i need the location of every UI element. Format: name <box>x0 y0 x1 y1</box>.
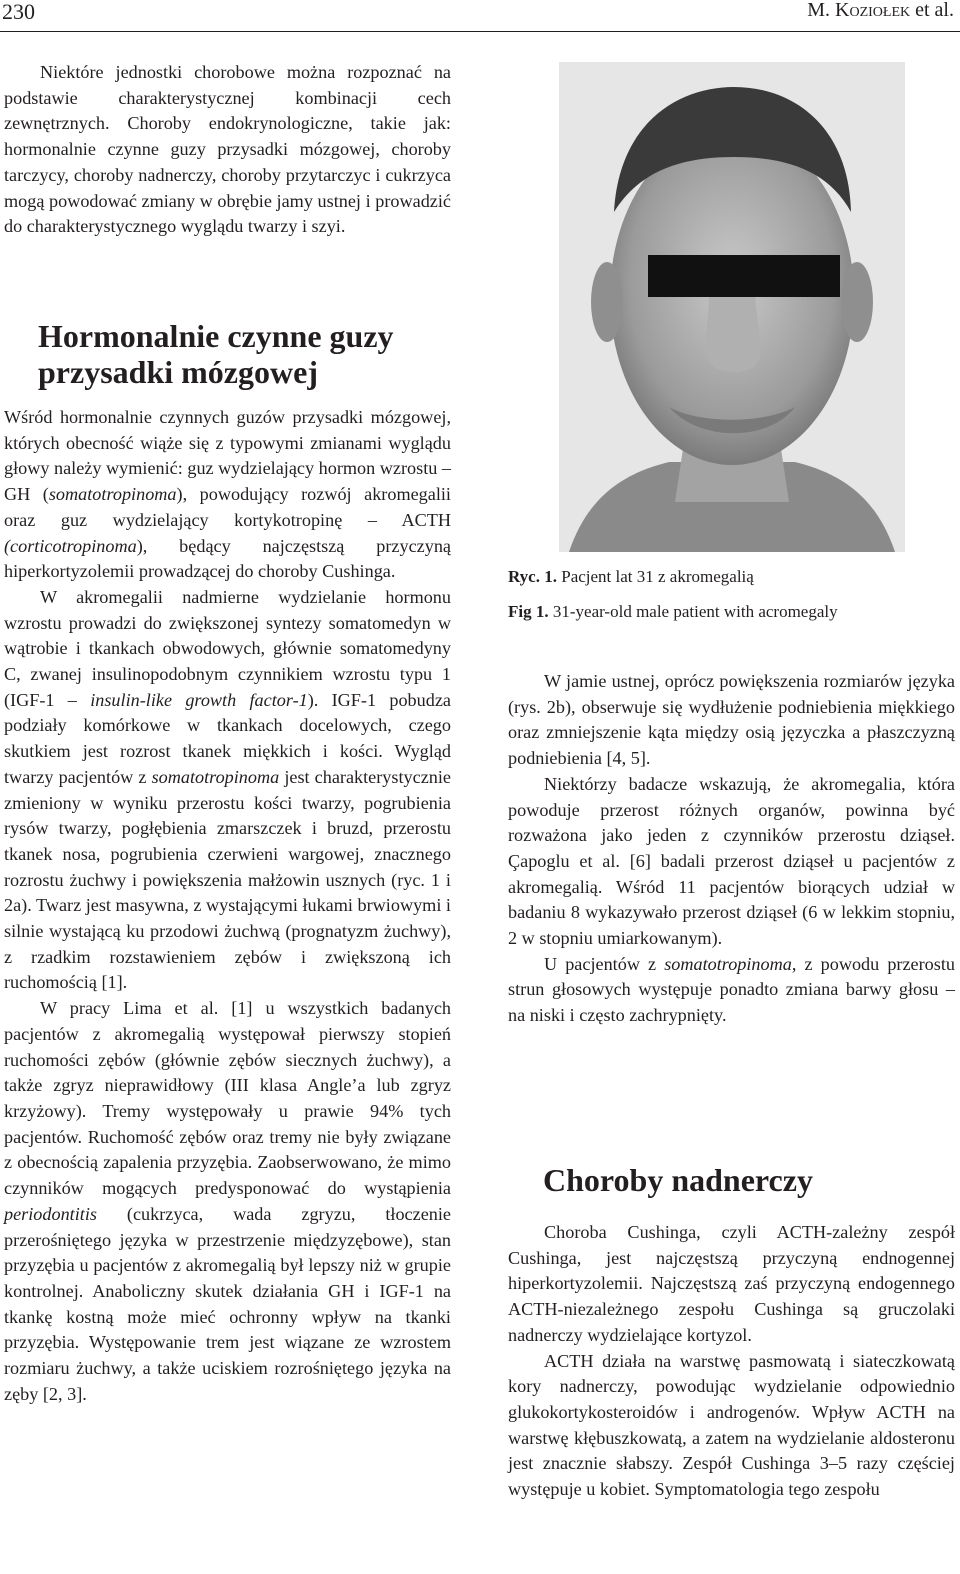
pituitary-section <box>4 405 451 1407</box>
patient-photo <box>559 62 905 552</box>
eye-censor-bar <box>648 255 840 297</box>
running-head: M. Koziołek et al. <box>807 0 954 21</box>
figure-caption-pl: Ryc. 1. Pacjent lat 31 z akromegalią <box>508 567 754 586</box>
body-paragraph: W akromegalii nadmierne wydzielanie hormonu wzrostu prowadzi do zwiększonej syntezy somatomedyn w wątrobie i tkankach obwodowych, głównie somatomedyny C, zwanej insulinopodobnym czynnikiem wzrostu typu 1 (IGF-1 – insulin-like growth factor-1). IGF-1 pobudza podziały komórkowe w tkankach docelowych, czego skutkiem jest rozrost tkanek miękkich i kości. Wygląd twarzy pacjentów z somatotropinoma jest charakterystycznie zmieniony w wyniku przerostu kości twarzy, pogrubienia rysów twarzy, pogłębienia zmarszczek i bruzd, przerostu tkanek nosa, pogrubienia czerwieni wargowej, znacznego rozrostu żuchwy i powiększenia małżowin usznych (ryc. 1 i 2a). Twarz jest masywna, z wystającymi łukami brwiowymi i silnie wystającą ku przodowi żuchwą (prognatyzm żuchwy), z rzadkim rozstawieniem zębów i zwiększoną ich ruchomością [1]. <box>4 586 451 993</box>
body-paragraph: Niektórzy badacze wskazują, że akromegalia, która powoduje przerost różnych organów, powinna być rozważona jako jeden z czynników przerostu dziąseł. Çapoglu et al. [6] badali przerost dziąseł u pacjentów z akromegalią. Wśród 11 pacjentów biorących udział w badaniu 8 wykazywało przerost dziąseł (6 w lekkim stopniu, 2 w stopniu umiarkowanym). <box>508 773 955 949</box>
page-header <box>0 0 960 34</box>
section-heading-adrenal: Choroby nadnerczy <box>543 1162 813 1198</box>
page-number: 230 <box>2 0 35 24</box>
body-paragraph: U pacjentów z somatotropinoma, z powodu przerostu strun głosowych występuje ponadto zmiana barwy głosu – na niski i często zachrypnięty. <box>508 953 955 1026</box>
intro-paragraph: Niektóre jednostki chorobowe można rozpoznać na podstawie charakterystycznej kombinacji cech zewnętrznych. Choroby endokrynologiczne, takie jak: hormonalnie czynne guzy przysadki mózgowej, choroby tarczycy, choroby nadnerczy, choroby przytarczyc i cukrzyca mogą powodować zmiany w obrębie jamy ustnej i prowadzić do charakterystycznego wyglądu twarzy i szyi. <box>4 62 451 237</box>
intro-section <box>4 60 451 240</box>
oral-findings-section <box>508 669 955 1029</box>
body-paragraph: W jamie ustnej, oprócz powiększenia rozmiarów języka (rys. 2b), obserwuje się wydłużenie podniebienia miękkiego oraz zmniejszenie kąta między osią języczka a płaszczyzną podniebienia [4, 5]. <box>508 671 955 769</box>
figure-caption-en: Fig 1. 31-year-old male patient with acromegaly <box>508 602 838 621</box>
body-paragraph: W pracy Lima et al. [1] u wszystkich badanych pacjentów z akromegalią występował pierwszy stopień ruchomości zębów (głównie zębów siecznych żuchwy), a także zgryz nieprawidłowy (III klasa Angle’a lub zgryz krzyżowy). Tremy występowały u prawie 94% tych pacjentów. Ruchomość zębów oraz tremy nie były związane z obecnością zapalenia przyzębia. Zaobserwowano, że mimo czynników mogących predysponować do wystąpienia periodontitis (cukrzyca, wada zgryzu, tłoczenie przerośniętego języka w przestrzenie międzyzębowe), stan przyzębia u pacjentów z akromegalią był lepszy niż w grupie kontrolnej. Anaboliczny skutek działania GH i IGF-1 na tkankę kostną może mieć ochronny wpływ na tkanki przyzębia. Występowanie trem jest wiązane ze wzrostem rozmiaru żuchwy, a także uciskiem rozrośniętego języka na zęby [2, 3]. <box>4 998 451 1404</box>
adrenal-section <box>508 1220 955 1503</box>
body-paragraph: Choroba Cushinga, czyli ACTH-zależny zespół Cushinga, jest najczęstszą przyczyną endnogennej hiperkortyzolemii. Najczęstszą zaś przyczyną endogennego ACTH-niezależnego zespołu Cushinga są gruczolaki nadnerczy wydzielające kortyzol. <box>508 1222 955 1345</box>
section-heading-pituitary: Hormonalnie czynne guzy przysadki mózgowej <box>38 318 394 390</box>
body-paragraph: Wśród hormonalnie czynnych guzów przysadki mózgowej, których obecność wiąże się z typowymi zmianami wyglądu głowy należy wymienić: guz wydzielający hormon wzrostu – GH (somatotropinoma), powodujący rozwój akromegalii oraz guz wydzielający kortykotropinę – ACTH (corticotropinoma), będący najczęstszą przyczyną hiperkortyzolemii prowadzącej do choroby Cushinga. <box>4 407 451 582</box>
body-paragraph: ACTH działa na warstwę pasmowatą i siateczkowatą kory nadnerczy, powodując wydzielanie odpowiednio glukokortykosteroidów i androgenów. Wpływ ACTH na warstwę kłębuszkowatą, a zatem na wydzielanie aldosteronu jest znacznie słabszy. Zespół Cushinga 3–5 razy częściej występuje u kobiet. Symptomatologia tego zespołu <box>508 1350 955 1500</box>
header-rule <box>0 31 960 32</box>
